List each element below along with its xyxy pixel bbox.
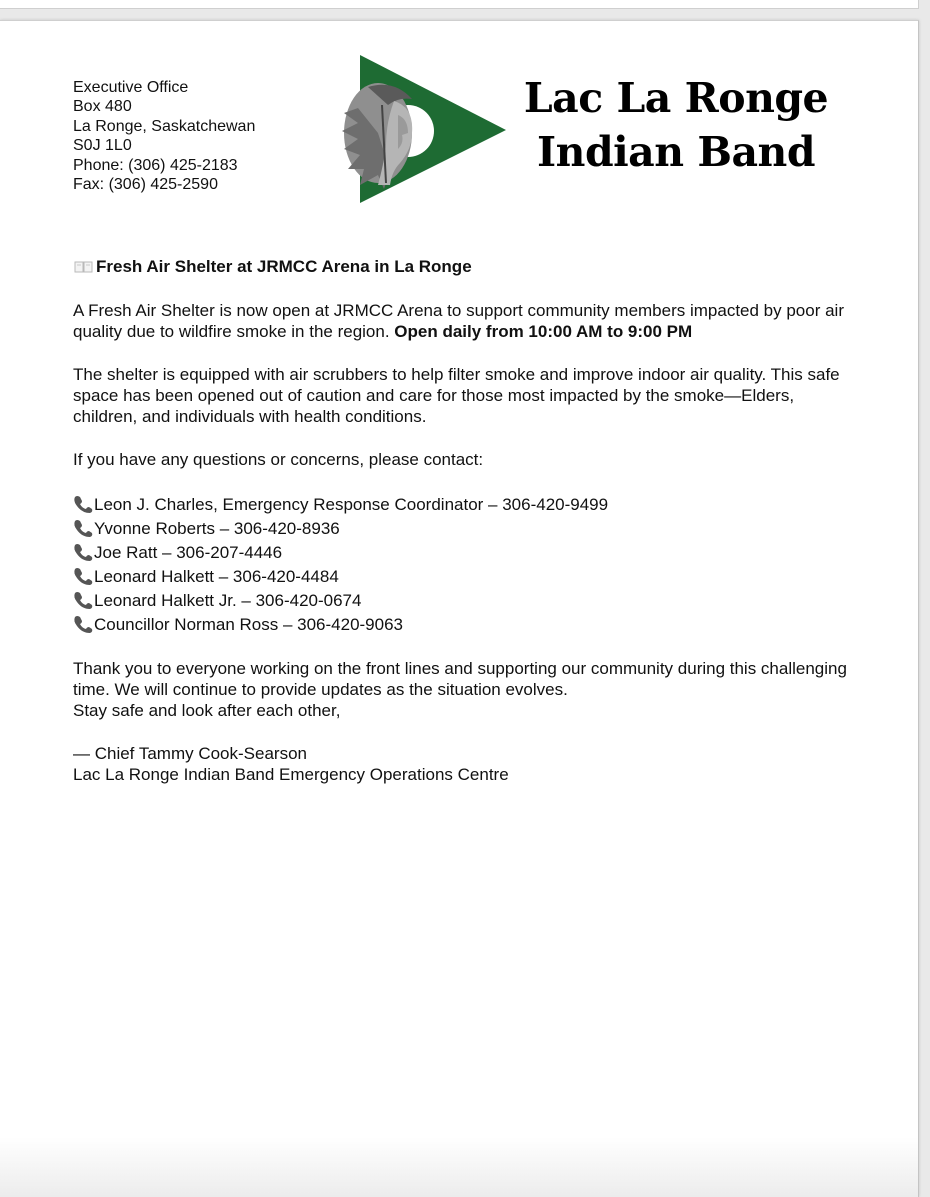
telephone-icon: [72, 590, 94, 610]
band-name-line-1: Lac La Ronge: [523, 74, 829, 122]
office-address: [73, 78, 255, 194]
document-icon: [73, 259, 95, 275]
previous-page-edge: [0, 0, 919, 9]
intro-paragraph: [73, 300, 853, 342]
opening-hours: Open daily from 10:00 AM to 9:00 PM: [394, 322, 693, 341]
notice-heading: [73, 256, 853, 277]
signature-organization: Lac La Ronge Indian Band Emergency Operations Centre: [73, 765, 509, 784]
contact-item: [73, 516, 853, 540]
contact-text: Leon J. Charles, Emergency Response Coordinator – 306-420-9499: [94, 494, 609, 514]
document-page: [0, 20, 919, 1197]
closing-wish: Stay safe and look after each other,: [73, 701, 341, 720]
band-logo: [338, 53, 510, 205]
address-line: S0J 1L0: [73, 137, 132, 155]
intro-text: A Fresh Air Shelter is now open at JRMCC Arena to support community members impacted by poor air quality due to wildfire smoke in the region.: [73, 301, 844, 341]
closing-paragraph: Thank you to everyone working on the front lines and supporting our community during this challenging time. We will continue to provide updates as the situation evolves.: [73, 659, 847, 699]
contact-list: [73, 492, 853, 636]
notice-body: [73, 256, 853, 785]
address-line: La Ronge, Saskatchewan: [73, 117, 256, 135]
band-name-line-2: Indian Band: [536, 128, 816, 176]
telephone-icon: [72, 542, 94, 562]
contact-text: Councillor Norman Ross – 306-420-9063: [94, 614, 403, 634]
telephone-icon: [72, 494, 94, 514]
page-bottom-fade: [0, 1137, 918, 1197]
shelter-details-paragraph: The shelter is equipped with air scrubbers to help filter smoke and improve indoor air quality. This safe space has been opened out of caution and care for those most impacted by the smoke—Elders, children, and individuals with health conditions.: [73, 365, 840, 426]
contact-item: [73, 588, 853, 612]
contact-item: [73, 540, 853, 564]
address-line: Executive Office: [73, 79, 189, 96]
band-name-heading: [510, 71, 842, 179]
contact-text: Joe Ratt – 306-207-4446: [94, 542, 283, 562]
notice-title: Fresh Air Shelter at JRMCC Arena in La Ronge: [96, 257, 472, 276]
telephone-icon: [72, 566, 94, 586]
contact-item: [73, 564, 853, 588]
address-line: Box 480: [73, 98, 132, 116]
signature-block: [73, 743, 853, 785]
contact-item: [73, 612, 853, 636]
fax-line: Fax: (306) 425-2590: [73, 176, 218, 194]
contact-text: Leonard Halkett Jr. – 306-420-0674: [94, 590, 362, 610]
contact-item: [73, 492, 853, 516]
telephone-icon: [72, 518, 94, 538]
contact-text: Leonard Halkett – 306-420-4484: [94, 566, 339, 586]
contact-text: Yvonne Roberts – 306-420-8936: [94, 518, 340, 538]
signature-name: — Chief Tammy Cook-Searson: [73, 744, 307, 763]
telephone-icon: [72, 614, 94, 634]
phone-line: Phone: (306) 425-2183: [73, 156, 238, 174]
contact-intro: If you have any questions or concerns, please contact:: [73, 450, 484, 469]
